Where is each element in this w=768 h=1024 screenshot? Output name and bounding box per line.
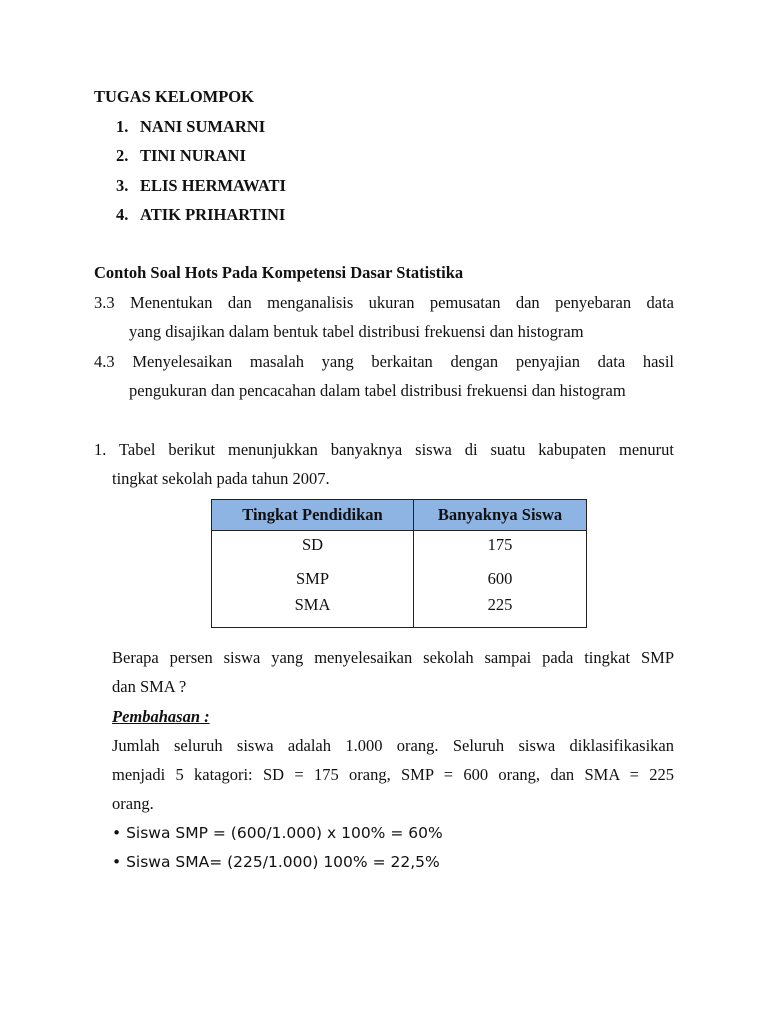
- solution-bullet-smp: • Siswa SMP = (600/1.000) x 100% = 60%: [112, 824, 443, 842]
- table-cell: SMP: [212, 564, 414, 593]
- solution-line3: orang.: [112, 794, 154, 813]
- table-cell: 225: [414, 593, 587, 628]
- question-line1: 1. Tabel berikut menunjukkan banyaknya siswa di suatu kabupaten menurut: [94, 440, 674, 459]
- table-cell: SD: [212, 531, 414, 565]
- solution-bullet-sma: • Siswa SMA= (225/1.000) 100% = 22,5%: [112, 853, 440, 871]
- table-cell: SMA: [212, 593, 414, 628]
- kd-4-3-line2: pengukuran dan pencacahan dalam tabel distribusi frekuensi dan histogram: [129, 381, 626, 400]
- list-item: 2. TINI NURANI: [116, 146, 246, 165]
- member-name: ELIS HERMAWATI: [140, 176, 286, 195]
- list-item: 4. ATIK PRIHARTINI: [116, 205, 286, 224]
- table-cell: 175: [414, 531, 587, 565]
- data-table: [211, 499, 587, 628]
- table-cell: 600: [414, 564, 587, 593]
- list-item: 1. NANI SUMARNI: [116, 117, 266, 136]
- column-header: Tingkat Pendidikan: [212, 500, 414, 531]
- table-row: [212, 531, 587, 565]
- document-title: TUGAS KELOMPOK: [94, 87, 254, 106]
- table-row: [212, 593, 587, 628]
- kd-3-3-line1: 3.3 Menentukan dan menganalisis ukuran pemusatan dan penyebaran data: [94, 293, 674, 312]
- list-item: 3. ELIS HERMAWATI: [116, 176, 286, 195]
- kd-3-3-line2: yang disajikan dalam bentuk tabel distribusi frekuensi dan histogram: [129, 322, 584, 341]
- solution-line1: Jumlah seluruh siswa adalah 1.000 orang. Seluruh siswa diklasifikasikan: [112, 736, 674, 755]
- member-name: ATIK PRIHARTINI: [140, 205, 286, 224]
- member-name: NANI SUMARNI: [140, 117, 266, 136]
- table-row: [212, 564, 587, 593]
- member-name: TINI NURANI: [140, 146, 246, 165]
- ask-line2: dan SMA ?: [112, 677, 187, 696]
- question-line2: tingkat sekolah pada tahun 2007.: [112, 469, 330, 488]
- solution-line2: menjadi 5 katagori: SD = 175 orang, SMP = 600 orang, dan SMA = 225: [112, 765, 674, 784]
- table-header-row: [212, 500, 587, 531]
- column-header: Banyaknya Siswa: [414, 500, 587, 531]
- solution-label: Pembahasan :: [112, 707, 210, 726]
- section-heading: Contoh Soal Hots Pada Kompetensi Dasar Statistika: [94, 263, 464, 282]
- kd-4-3-line1: 4.3 Menyelesaikan masalah yang berkaitan dengan penyajian data hasil: [94, 352, 674, 371]
- ask-line1: Berapa persen siswa yang menyelesaikan sekolah sampai pada tingkat SMP: [112, 648, 674, 667]
